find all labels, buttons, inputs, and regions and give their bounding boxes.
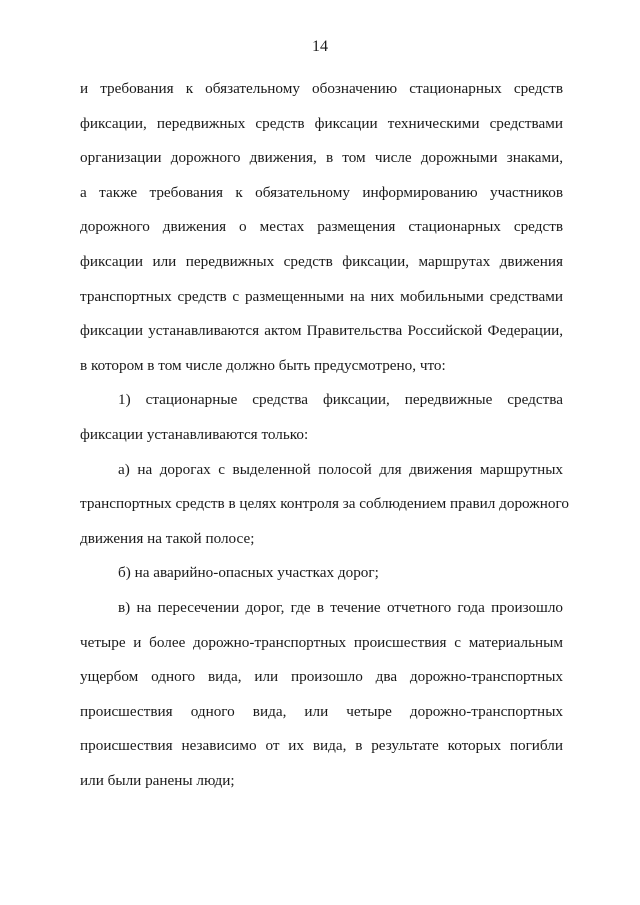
text-line: фиксации или передвижных средств фиксации, маршрутах движения <box>80 252 563 270</box>
text-line: в) на пересечении дорог, где в течение отчетного года произошло <box>118 598 563 616</box>
text-line: в котором в том числе должно быть предусмотрено, что: <box>80 356 446 374</box>
text-line: движения на такой полосе; <box>80 529 255 547</box>
page-number: 14 <box>312 38 328 55</box>
text-line: фиксации устанавливаются актом Правительства Российской Федерации, <box>80 322 563 340</box>
text-line: и требования к обязательному обозначению стационарных средств <box>80 80 563 97</box>
text-line: или были ранены люди; <box>80 771 235 789</box>
text-line: дорожного движения о местах размещения стационарных средств <box>80 218 563 236</box>
text-line: происшествия независимо от их вида, в результате которых погибли <box>80 737 563 755</box>
text-line: происшествия одного вида, или четыре дорожно-транспортных <box>80 702 563 720</box>
text-line: б) на аварийно-опасных участках дорог; <box>118 564 379 582</box>
text-line: а также требования к обязательному информированию участников <box>80 183 563 201</box>
text-line: организации дорожного движения, в том числе дорожными знаками, <box>80 149 563 167</box>
document-body <box>80 72 569 798</box>
text-line: а) на дорогах с выделенной полосой для движения маршрутных <box>118 460 563 478</box>
text-line: 1) стационарные средства фиксации, передвижные средства <box>118 391 563 409</box>
text-line: фиксации, передвижных средств фиксации техническими средствами <box>80 114 563 132</box>
text-line: транспортных средств в целях контроля за соблюдением правил дорожного <box>80 495 569 513</box>
text-line: фиксации устанавливаются только: <box>80 425 309 443</box>
text-line: четыре и более дорожно-транспортных происшествия с материальным <box>80 633 563 651</box>
text-line: транспортных средств с размещенными на них мобильными средствами <box>80 287 563 305</box>
text-line: ущербом одного вида, или произошло два дорожно-транспортных <box>80 668 563 686</box>
